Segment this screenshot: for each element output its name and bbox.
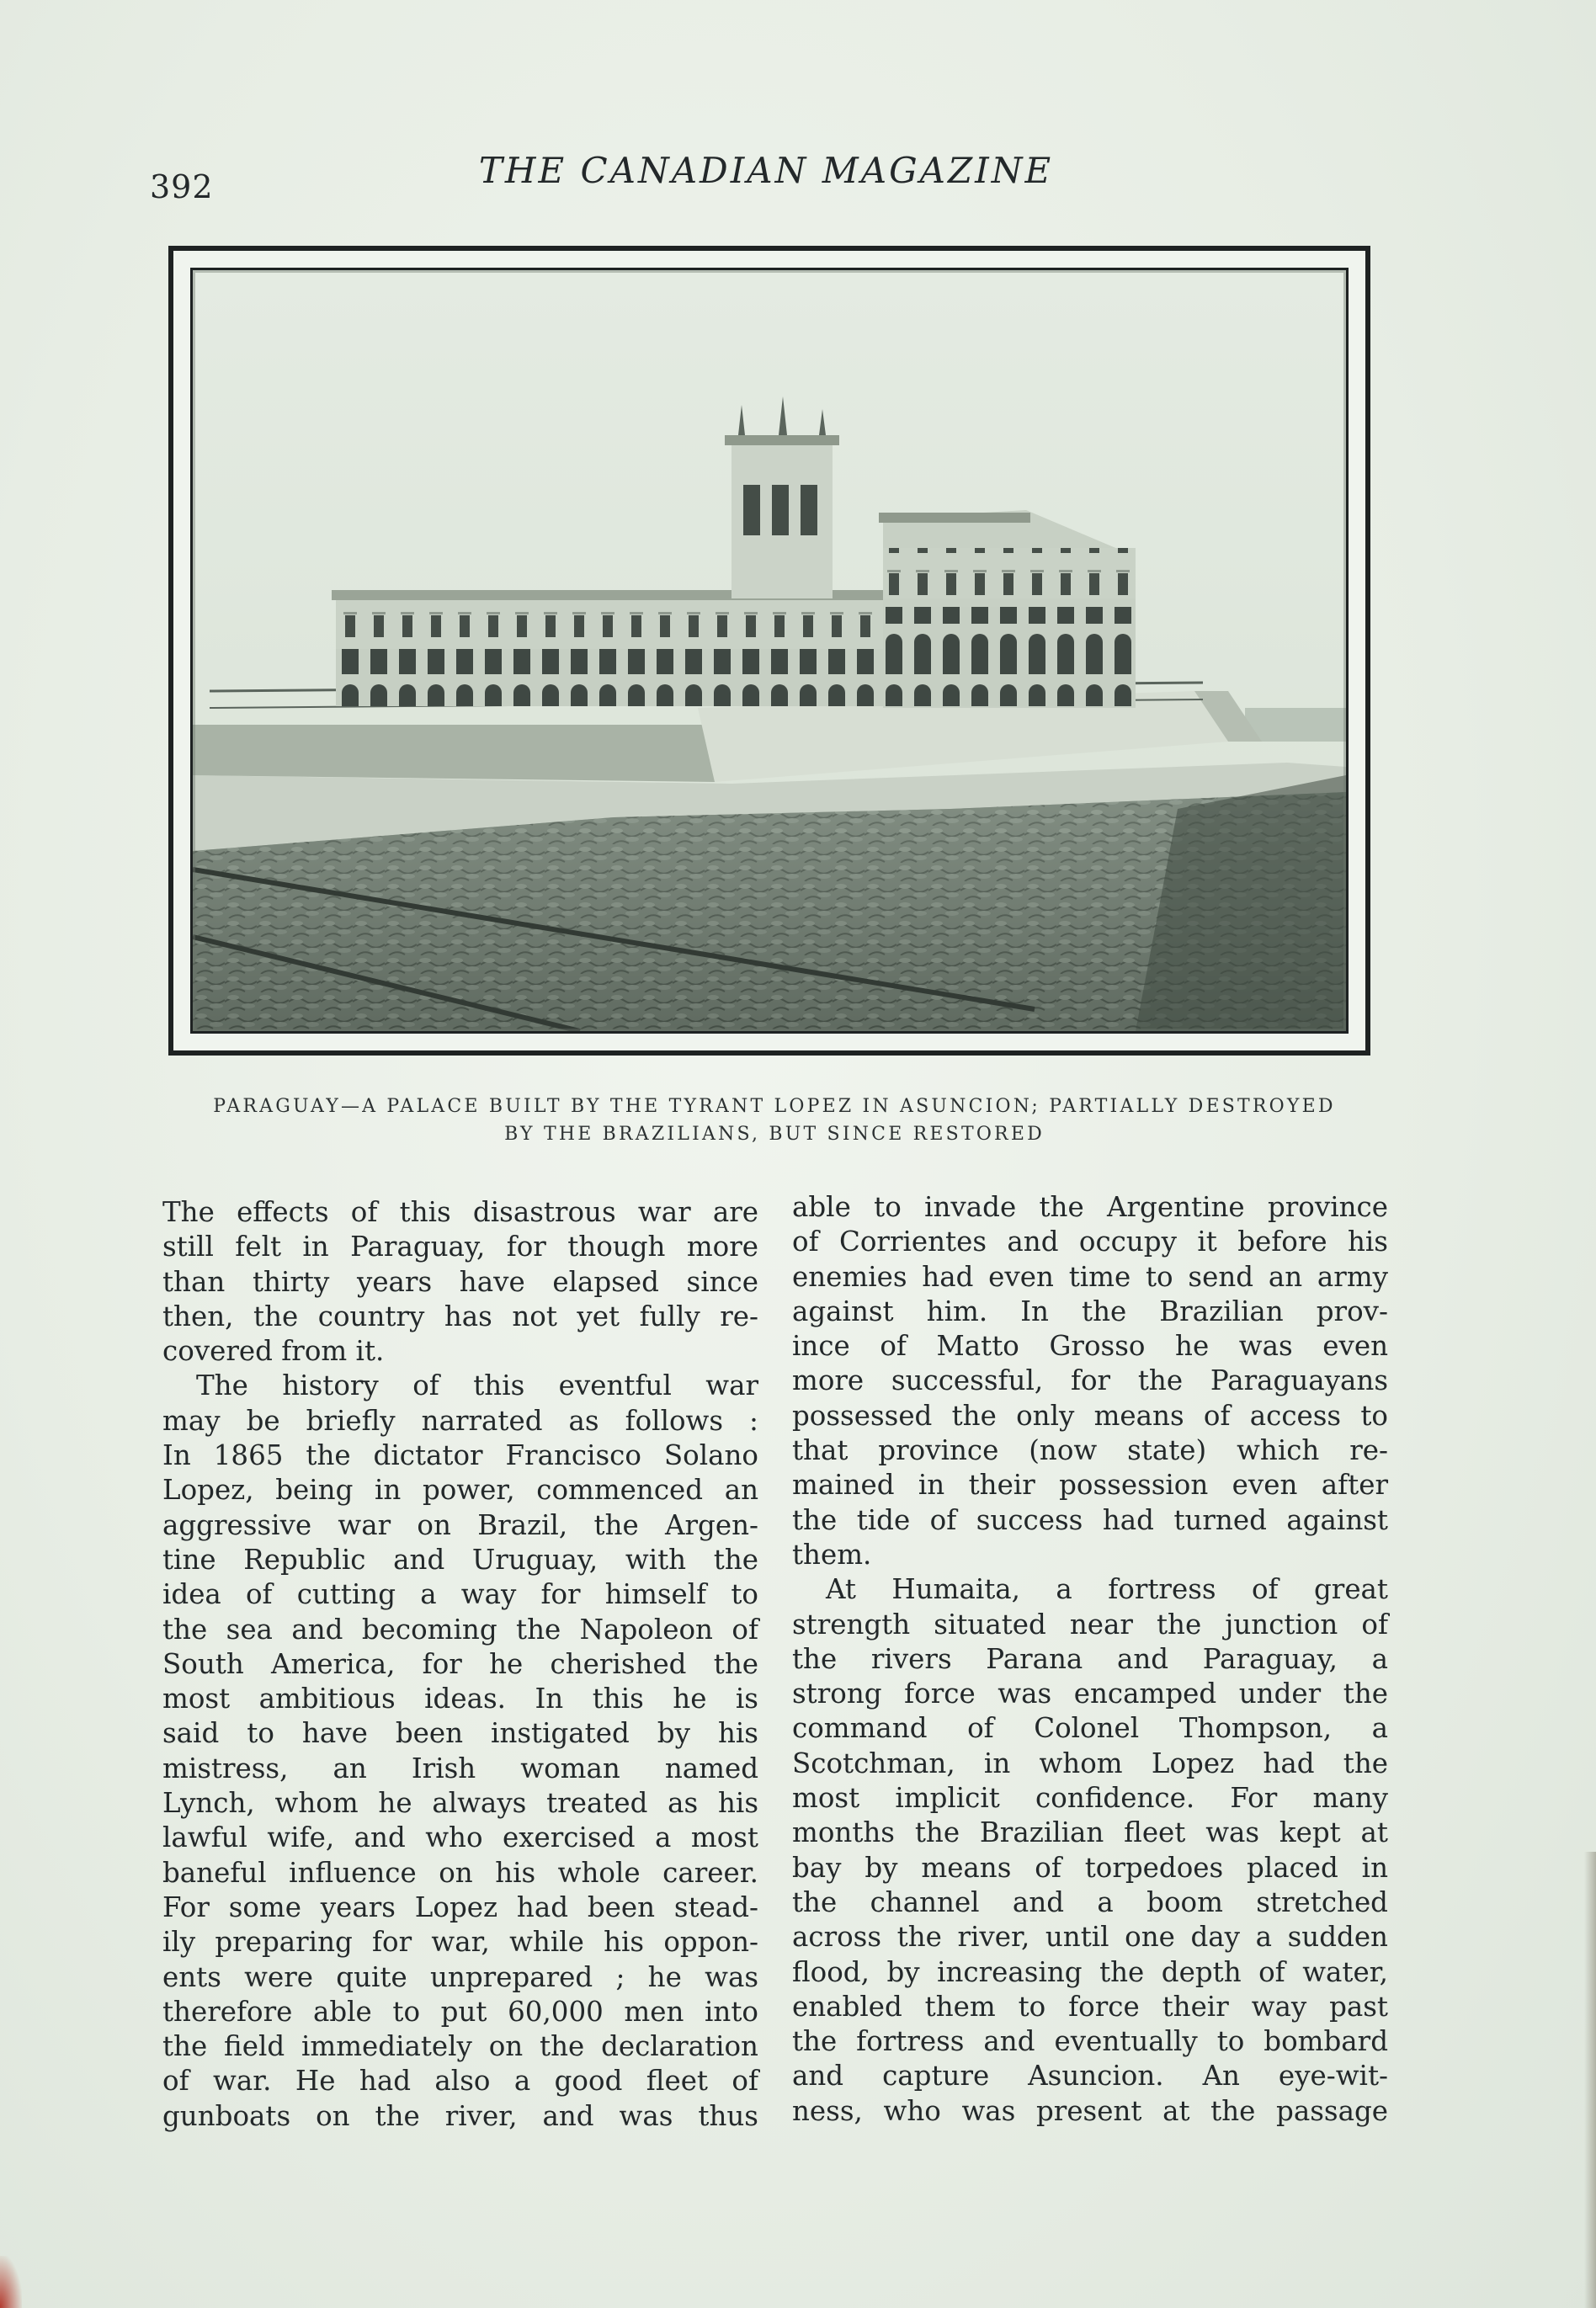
text-line: lawful wife, and who exercised a most (162, 1821, 758, 1854)
text-line: may be briefly narrated as follows : (162, 1404, 758, 1437)
page-number: 392 (150, 168, 214, 205)
text-line: than thirty years have elapsed since (162, 1265, 758, 1298)
text-line: idea of cutting a way for himself to (162, 1578, 758, 1611)
text-line: South America, for he cherished the (162, 1647, 758, 1680)
page-edge-shadow (1584, 1852, 1596, 2308)
palace-photograph (190, 268, 1349, 1034)
text-line: gunboats on the river, and was thus (162, 2099, 758, 2132)
paragraph (162, 1369, 758, 2134)
text-line: and capture Asuncion. An eye-wit- (792, 2060, 1388, 2093)
text-line: Lynch, whom he always treated as his (162, 1787, 758, 1820)
text-line: mistress, an Irish woman named (162, 1752, 758, 1784)
page-edge-shadow (0, 2256, 22, 2308)
text-line: In 1865 the dictator Francisco Solano (162, 1439, 758, 1472)
text-line: of war. He had also a good fleet of (162, 2065, 758, 2098)
text-line: Scotchman, in whom Lopez had the (792, 1747, 1388, 1779)
text-line: the rivers Parana and Paraguay, a (792, 1642, 1388, 1675)
text-line: bay by means of torpedoes placed in (792, 1851, 1388, 1884)
text-line: the tide of success had turned against (792, 1503, 1388, 1536)
text-line: of Corrientes and occupy it before his (792, 1226, 1388, 1258)
text-line: The history of this eventful war (196, 1369, 758, 1402)
text-line: ness, who was present at the passage (792, 2094, 1388, 2127)
text-line: most ambitious ideas. In this he is (162, 1683, 758, 1715)
text-line: more successful, for the Paraguayans (792, 1364, 1388, 1397)
text-line: At Humaita, a fortress of great (826, 1573, 1388, 1606)
text-line: them. (792, 1538, 872, 1571)
paragraph (792, 1572, 1388, 2129)
palace-illustration (193, 270, 1346, 1031)
text-line: ents were quite unprepared ; he was (162, 1960, 758, 1993)
photo-plate (168, 246, 1370, 1056)
text-line: possessed the only means of access to (792, 1399, 1388, 1432)
text-line: still felt in Paraguay, for though more (162, 1231, 758, 1263)
paragraph (162, 1195, 758, 1369)
text-line: the fortress and eventually to bombard (792, 2025, 1388, 2058)
text-line: the field immediately on the declaration (162, 2030, 758, 2063)
text-line: baneful influence on his whole career. (162, 1856, 758, 1889)
text-line: For some years Lopez had been stead- (162, 1891, 758, 1923)
text-line: mained in their possession even after (792, 1469, 1388, 1502)
text-line: across the river, until one day a sudden (792, 1921, 1388, 1954)
text-line: then, the country has not yet fully re- (162, 1300, 758, 1332)
text-line: strength situated near the junction of (792, 1608, 1388, 1641)
text-line: The effects of this disastrous war are (162, 1196, 758, 1228)
text-line: covered from it. (162, 1335, 385, 1368)
text-line: most implicit confidence. For many (792, 1782, 1388, 1815)
text-line: therefore able to put 60,000 men into (162, 1995, 758, 2028)
text-line: the channel and a boom stretched (792, 1885, 1388, 1918)
right-column (792, 1190, 1388, 2129)
caption-line: PARAGUAY—A PALACE BUILT BY THE TYRANT LOPEZ IN ASUNCION; PARTIALLY DESTROYED (213, 1096, 1336, 1117)
text-line: the sea and becoming the Napoleon of (162, 1613, 758, 1646)
text-line: command of Colonel Thompson, a (792, 1712, 1388, 1745)
text-line: able to invade the Argentine province (792, 1191, 1388, 1223)
caption-line: BY THE BRAZILIANS, BUT SINCE RESTORED (504, 1124, 1045, 1145)
text-line: tine Republic and Uruguay, with the (162, 1543, 758, 1576)
text-line: Lopez, being in power, commenced an (162, 1474, 758, 1507)
text-line: ince of Matto Grosso he was even (792, 1330, 1388, 1363)
text-line: flood, by increasing the depth of water, (792, 1955, 1388, 1988)
text-line: months the Brazilian fleet was kept at (792, 1816, 1388, 1849)
left-column (162, 1195, 758, 2134)
figure-caption (160, 1093, 1389, 1148)
running-title: THE CANADIAN MAGAZINE (478, 150, 1054, 191)
text-line: that province (now state) which re- (792, 1434, 1388, 1467)
text-line: said to have been instigated by his (162, 1717, 758, 1750)
text-line: enemies had even time to send an army (792, 1260, 1388, 1293)
text-line: strong force was encamped under the (792, 1678, 1388, 1710)
text-line: ily preparing for war, while his oppon- (162, 1926, 758, 1959)
text-line: aggressive war on Brazil, the Argen- (162, 1508, 758, 1541)
text-line: enabled them to force their way past (792, 1990, 1388, 2023)
text-line: against him. In the Brazilian prov- (792, 1295, 1388, 1327)
paragraph (792, 1190, 1388, 1572)
